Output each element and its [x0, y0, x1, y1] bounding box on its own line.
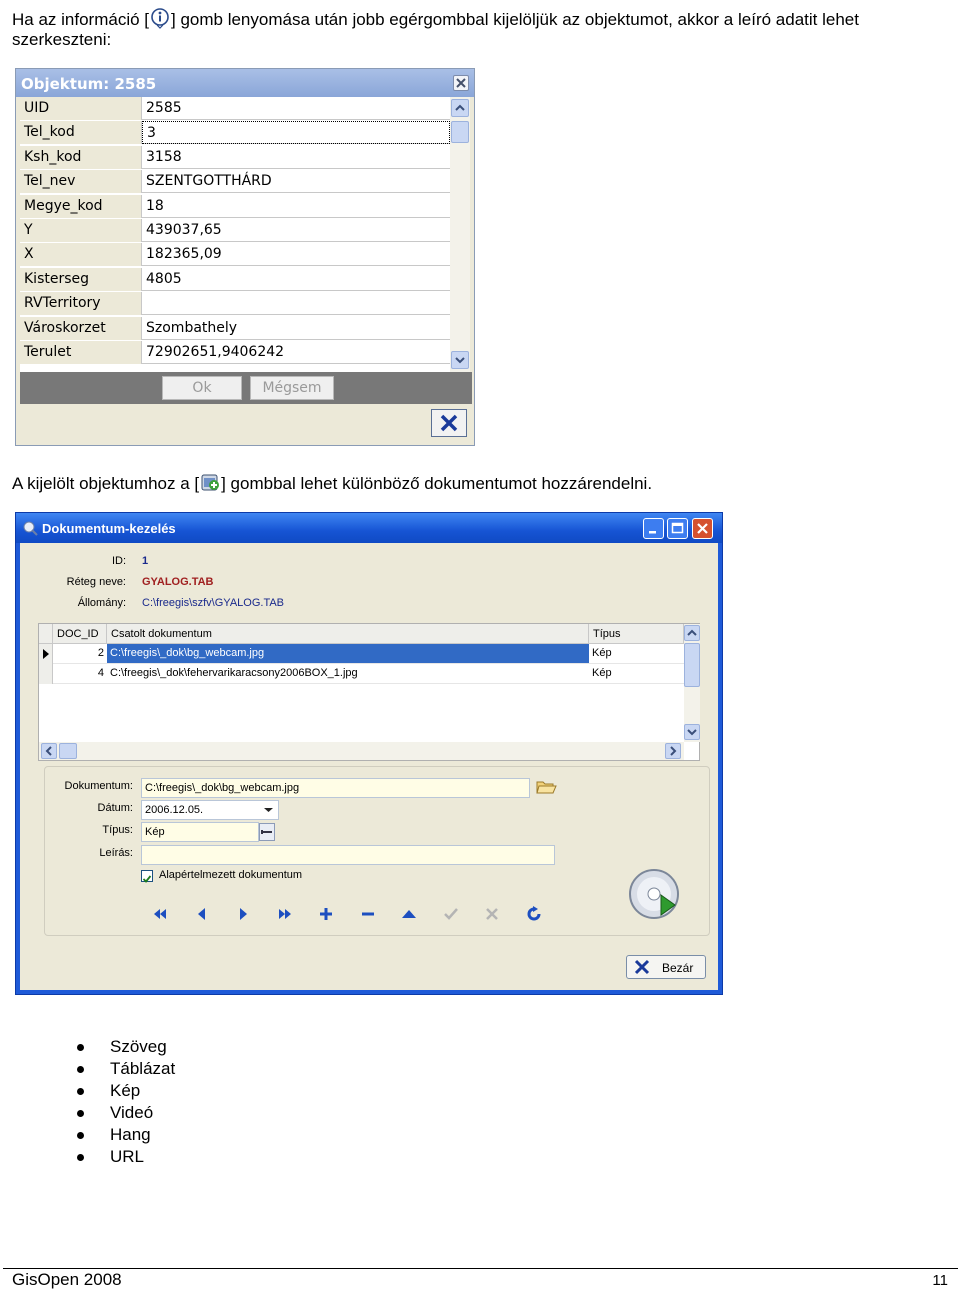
next-record-icon[interactable]: [234, 905, 252, 923]
table-scroll-right-button[interactable]: [665, 743, 681, 759]
property-row[interactable]: [20, 243, 450, 266]
object-dialog-titlebar[interactable]: [16, 69, 474, 97]
property-key: Ksh_kod: [20, 146, 142, 169]
property-row[interactable]: [20, 195, 450, 218]
property-value[interactable]: 18: [146, 197, 164, 214]
column-header-type[interactable]: Típus: [589, 624, 684, 644]
file-label: Állomány:: [77, 597, 126, 609]
bullet: [77, 1044, 84, 1051]
table-horizontal-scrollbar[interactable]: [39, 742, 684, 760]
type-label: Típus:: [102, 824, 133, 836]
property-key: UID: [20, 97, 142, 120]
cell-type: Kép: [589, 664, 684, 684]
property-key: Y: [20, 219, 142, 242]
cell-type: Kép: [589, 644, 684, 664]
property-value[interactable]: SZENTGOTTHÁRD: [146, 173, 272, 190]
refresh-icon[interactable]: [525, 905, 543, 923]
cd-disc-icon[interactable]: [627, 867, 683, 923]
property-row[interactable]: [20, 97, 450, 120]
property-key: Terulet: [20, 341, 142, 364]
table-scroll-h-thumb[interactable]: [59, 743, 77, 759]
type-picker-button[interactable]: [259, 823, 275, 841]
close-button[interactable]: [626, 955, 706, 979]
property-value[interactable]: 439037,65: [146, 222, 222, 238]
table-scroll-up-button[interactable]: [684, 625, 700, 641]
scroll-up-button[interactable]: [451, 99, 469, 117]
table-scroll-left-button[interactable]: [41, 743, 57, 759]
object-dialog-title: Objektum: 2585: [21, 75, 157, 93]
first-record-icon[interactable]: [151, 905, 169, 923]
property-value[interactable]: 4805: [146, 270, 182, 287]
document-manager-dialog: [15, 512, 723, 995]
chevron-up-icon: [452, 100, 468, 116]
current-row-arrow-icon: [39, 644, 52, 664]
close-icon: [693, 519, 712, 538]
date-label: Dátum:: [97, 802, 133, 814]
cell-doc-id: 2: [53, 644, 107, 664]
column-header-document[interactable]: Csatolt dokumentum: [107, 624, 589, 644]
cell-document: C:\freegis\_dok\bg_webcam.jpg: [107, 644, 589, 664]
id-value: 1: [142, 555, 149, 567]
layer-name-value: GYALOG.TAB: [142, 576, 214, 588]
row-indicator: [39, 664, 53, 684]
layer-name-label: Réteg neve:: [66, 576, 126, 588]
property-key: Megye_kod: [20, 195, 142, 218]
description-label: Leírás:: [99, 847, 133, 859]
property-row[interactable]: [20, 170, 450, 193]
window-close-button[interactable]: [692, 518, 713, 539]
chevron-down-icon: [259, 801, 278, 819]
default-document-checkbox[interactable]: [141, 870, 153, 882]
footer-title: GisOpen 2008: [12, 1270, 122, 1289]
close-icon: [432, 410, 466, 436]
property-row[interactable]: [20, 146, 450, 169]
chevron-up-icon: [685, 626, 699, 640]
id-label: ID:: [111, 555, 126, 567]
property-value[interactable]: Szombathely: [146, 319, 238, 336]
table-row[interactable]: [39, 644, 684, 664]
prior-record-icon[interactable]: [193, 905, 211, 923]
middle-text-after: ] gombbal lehet különböző dokumentumot hozzárendelni.: [221, 474, 653, 493]
type-input[interactable]: Kép: [141, 822, 259, 842]
property-row[interactable]: [20, 268, 450, 291]
scroll-thumb[interactable]: [451, 121, 469, 143]
document-dialog-client: [20, 543, 718, 990]
middle-paragraph: [12, 471, 652, 494]
cancel-button[interactable]: Mégsem: [250, 376, 334, 400]
bullet: [77, 1110, 84, 1117]
property-row[interactable]: [20, 219, 450, 242]
document-edit-form: [44, 766, 710, 936]
property-value[interactable]: 72902651,9406242: [146, 344, 285, 360]
document-path-input[interactable]: C:\freegis\_dok\bg_webcam.jpg: [141, 778, 530, 798]
object-dialog-close-button[interactable]: [453, 75, 469, 91]
chevron-left-icon: [42, 744, 56, 758]
checkmark-icon: [142, 874, 152, 884]
cancel-edit-icon[interactable]: [483, 905, 501, 923]
intro-text-line2: szerkeszteni:: [12, 30, 112, 49]
document-label: Dokumentum:: [64, 780, 133, 792]
close-icon: [454, 76, 468, 90]
default-document-label: Alapértelmezett dokumentum: [159, 869, 303, 881]
property-value[interactable]: 182365,09: [146, 246, 222, 263]
date-input[interactable]: 2006.12.05.: [141, 800, 279, 820]
chevron-right-icon: [666, 744, 680, 758]
close-icon: [633, 959, 651, 975]
minimize-button[interactable]: [643, 518, 664, 539]
add-record-icon[interactable]: [317, 905, 335, 923]
chevron-down-icon: [685, 725, 699, 739]
info-icon: [149, 7, 171, 29]
post-edit-icon[interactable]: [442, 905, 460, 923]
maximize-icon: [668, 519, 687, 538]
row-indicator: [39, 644, 53, 664]
attach-document-icon: [199, 471, 221, 493]
last-record-icon[interactable]: [276, 905, 294, 923]
property-row[interactable]: [20, 317, 450, 340]
property-key: Tel_nev: [20, 170, 142, 193]
bullet: [77, 1132, 84, 1139]
object-dialog: [15, 68, 475, 446]
property-key: X: [20, 243, 142, 266]
property-key: Tel_kod: [20, 121, 142, 144]
property-key: RVTerritory: [20, 292, 142, 315]
property-row[interactable]: [20, 292, 450, 315]
documents-table: [38, 623, 700, 761]
table-corner: [39, 624, 53, 644]
table-vertical-scrollbar[interactable]: [684, 624, 700, 742]
property-row[interactable]: [20, 121, 450, 144]
chevron-down-icon: [452, 352, 468, 368]
column-header-doc-id[interactable]: DOC_ID: [53, 624, 107, 644]
edit-record-icon[interactable]: [400, 905, 418, 923]
table-scroll-thumb[interactable]: [684, 643, 700, 687]
list-icon: [260, 824, 274, 840]
close-dialog-button[interactable]: [431, 409, 467, 437]
minimize-icon: [644, 519, 663, 538]
document-dialog-titlebar[interactable]: [16, 513, 722, 543]
table-row[interactable]: [39, 664, 684, 684]
ok-button[interactable]: Ok: [162, 376, 242, 400]
property-value[interactable]: 3158: [146, 148, 182, 165]
delete-record-icon[interactable]: [359, 905, 377, 923]
intro-paragraph: [12, 7, 859, 50]
document-dialog-title: Dokumentum-kezelés: [42, 521, 176, 536]
bullet: [77, 1154, 84, 1161]
intro-text-before: Ha az információ [: [12, 10, 149, 29]
property-value[interactable]: 2585: [146, 100, 182, 116]
page-number: 11: [932, 1272, 948, 1289]
file-value: C:\freegis\szfv\GYALOG.TAB: [142, 597, 285, 609]
table-scroll-down-button[interactable]: [684, 724, 700, 740]
scroll-down-button[interactable]: [451, 351, 469, 369]
property-key: Kisterseg: [20, 268, 142, 291]
date-dropdown-button[interactable]: [259, 801, 278, 819]
app-icon: [22, 520, 38, 536]
button-bar: [20, 372, 472, 404]
close-button-label: Bezár: [662, 961, 694, 975]
bullet: [77, 1066, 84, 1073]
maximize-button[interactable]: [667, 518, 688, 539]
footer-rule: [3, 1268, 958, 1269]
intro-text-after: ] gomb lenyomása után jobb egérgombbal kijelöljük az objektumot, akkor a leíró adatit lehet: [171, 10, 859, 29]
description-input[interactable]: [141, 845, 555, 865]
property-grid-scrollbar[interactable]: [450, 97, 470, 372]
middle-text-before: A kijelölt objektumhoz a [: [12, 474, 200, 493]
property-grid: [20, 97, 450, 372]
property-row[interactable]: [20, 341, 450, 364]
cell-document: C:\freegis\_dok\fehervarikaracsony2006BOX_1.jpg: [107, 664, 589, 684]
property-value[interactable]: [142, 292, 450, 315]
cell-doc-id: 4: [53, 664, 107, 684]
property-key: Városkorzet: [20, 317, 142, 340]
property-value[interactable]: 3: [142, 121, 450, 144]
open-folder-icon[interactable]: [535, 778, 557, 796]
bullet: [77, 1088, 84, 1095]
